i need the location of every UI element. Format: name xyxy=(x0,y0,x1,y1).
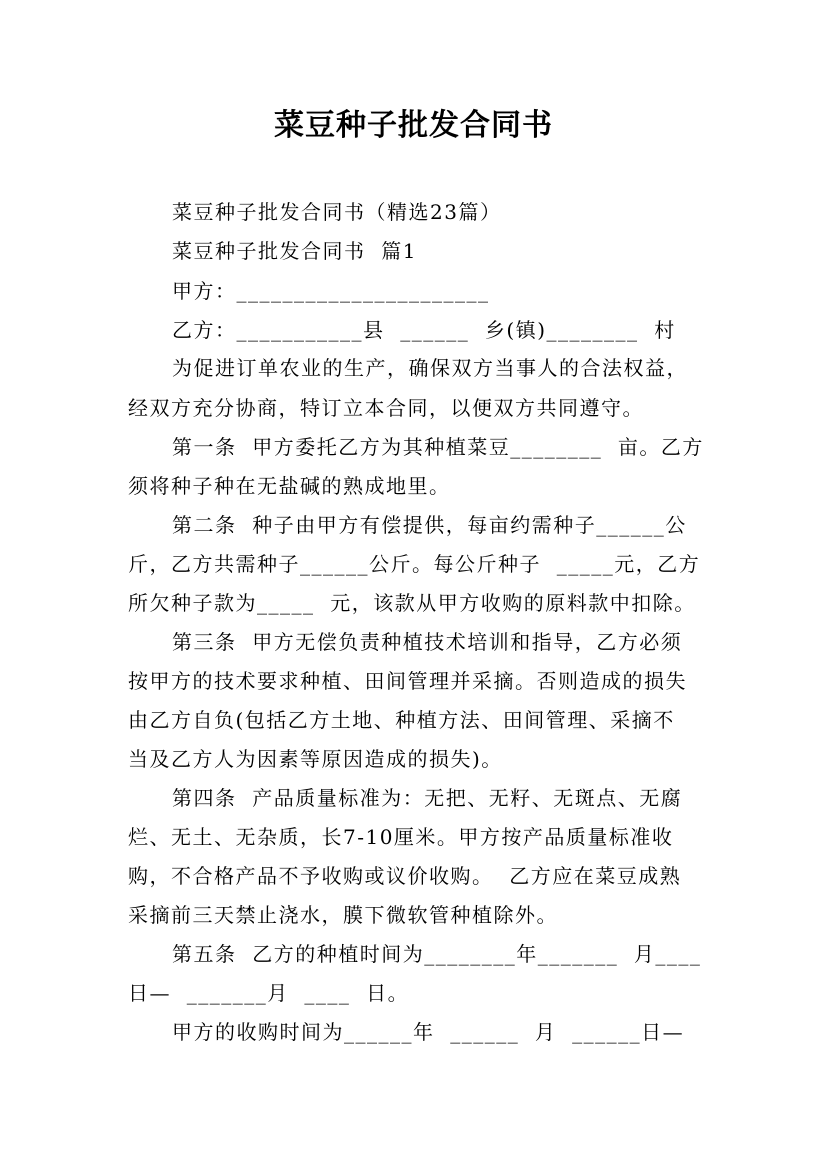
clause-4-line: 第四条 产品质量标准为：无把、无籽、无斑点、无腐 xyxy=(172,786,683,810)
clause-3-line: 第三条 甲方无偿负责种植技术培训和指导，乙方必须 xyxy=(172,630,683,654)
party-b-line: 乙方：___________县 ______ 乡(镇)________ 村 xyxy=(172,318,676,342)
clause-1-line: 第一条 甲方委托乙方为其种植菜豆________ 亩。乙方 xyxy=(172,435,704,459)
clause-2-line: 斤，乙方共需种子______公斤。每公斤种子 _____元，乙方 xyxy=(128,552,701,576)
clause-5-line: 第五条 乙方的种植时间为________年_______ 月____ xyxy=(172,942,702,966)
paragraph-line: 经双方充分协商，特订立本合同，以便双方共同遵守。 xyxy=(128,396,644,420)
clause-3-line: 按甲方的技术要求种植、田间管理并采摘。否则造成的损失 xyxy=(128,669,687,693)
clause-1-line: 须将种子种在无盐碱的熟成地里。 xyxy=(128,474,451,498)
clause-2-line: 所欠种子款为_____ 元，该款从甲方收购的原料款中扣除。 xyxy=(128,591,696,615)
party-a-line: 甲方：______________________ xyxy=(172,279,490,303)
clause-3-line: 由乙方自负(包括乙方土地、种植方法、田间管理、采摘不 xyxy=(128,708,675,732)
document-title: 菜豆种子批发合同书 xyxy=(274,108,553,143)
clause-4-line: 购，不合格产品不予收购或议价收购。 乙方应在菜豆成熟 xyxy=(128,864,682,888)
clause-2-line: 第二条 种子由甲方有偿提供，每亩约需种子______公 xyxy=(172,513,687,537)
subtitle-line: 菜豆种子批发合同书（精选23篇） xyxy=(172,200,502,224)
paragraph-line: 为促进订单农业的生产，确保双方当事人的合法权益， xyxy=(172,356,688,380)
clause-5-line: 日— _______月 ____ 日。 xyxy=(128,981,410,1005)
clause-3-line: 当及乙方人为因素等原因造成的损失)。 xyxy=(128,747,503,771)
section-heading: 菜豆种子批发合同书 篇1 xyxy=(172,239,417,263)
clause-5-line: 甲方的收购时间为______年 ______ 月 ______日— xyxy=(172,1020,685,1044)
clause-4-line: 烂、无土、无杂质，长7-10厘米。甲方按产品质量标准收 xyxy=(128,825,674,849)
clause-4-line: 采摘前三天禁止浇水，膜下微软管种植除外。 xyxy=(128,903,558,927)
